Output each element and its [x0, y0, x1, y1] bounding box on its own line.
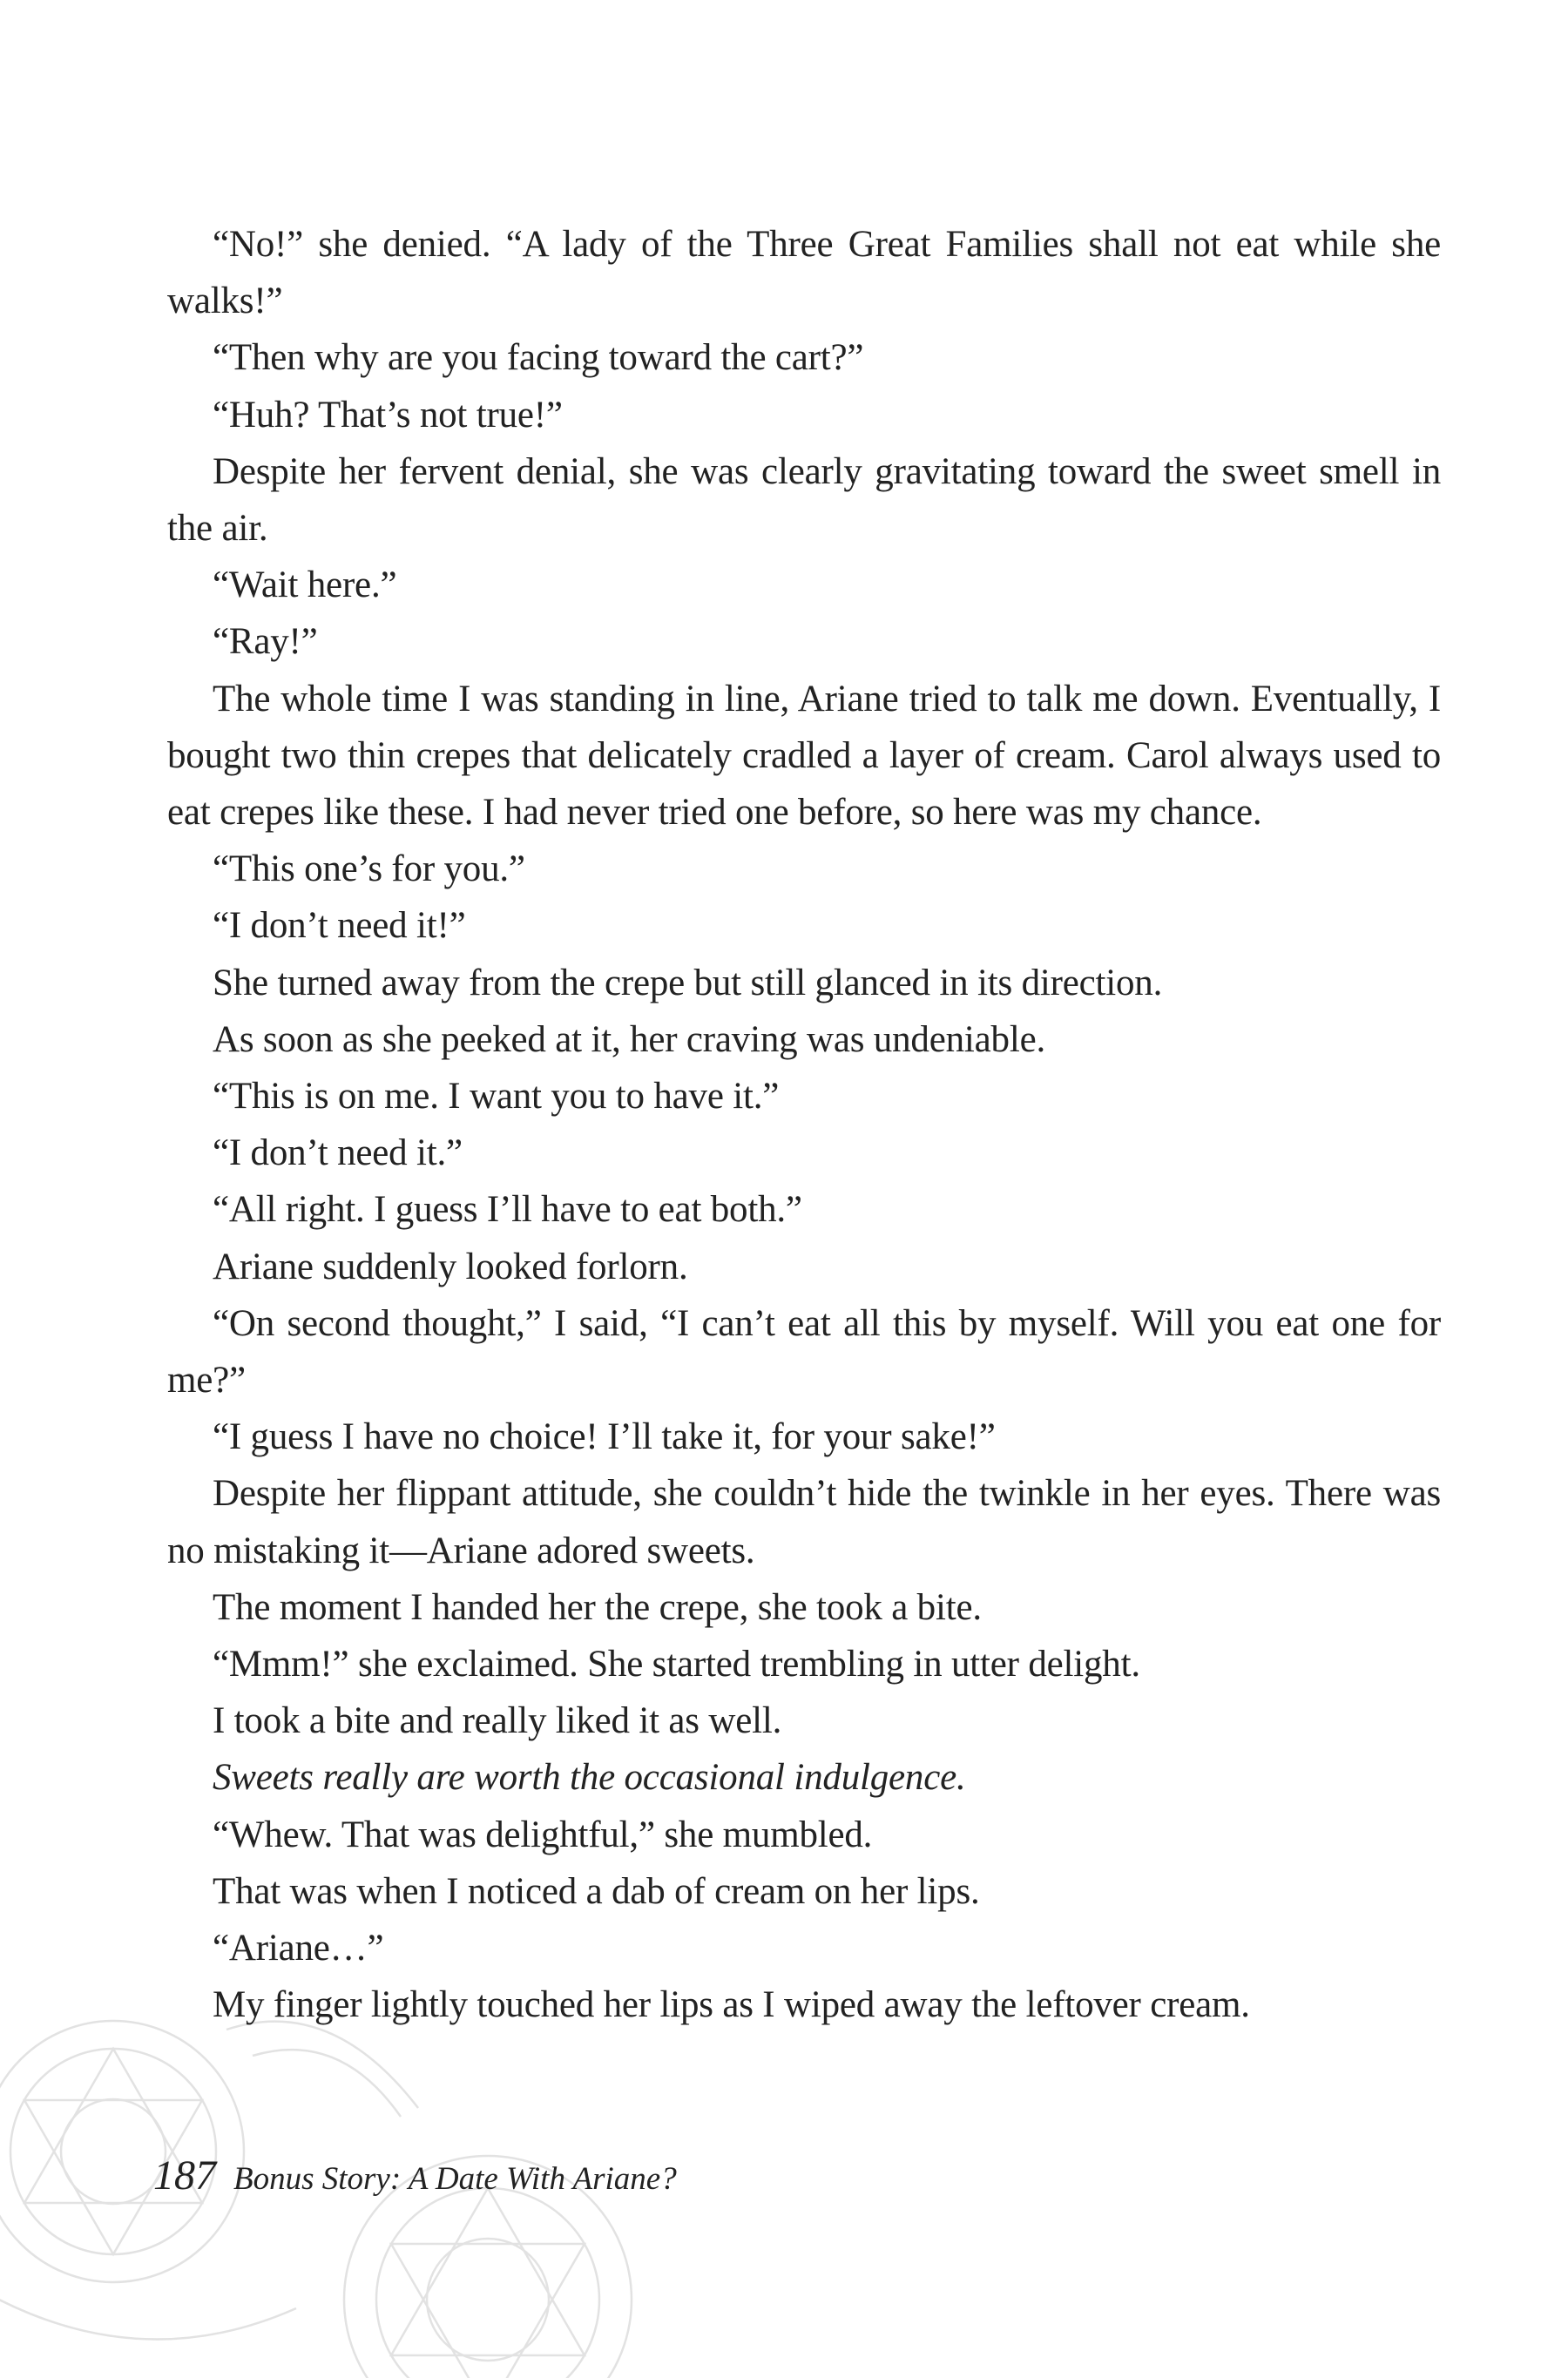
paragraph: “Mmm!” she exclaimed. She started trembling in utter delight.: [213, 1644, 1140, 1686]
paragraph: “Then why are you facing toward the cart?”: [213, 337, 864, 379]
page-footer: [153, 2152, 677, 2199]
paragraph: Despite her fervent denial, she was clearly gravitating toward the sweet smell in the air.: [167, 450, 1441, 550]
paragraph: As soon as she peeked at it, her craving was undeniable.: [213, 1018, 1046, 1060]
paragraph: “Wait here.”: [213, 564, 397, 606]
paragraph: Ariane suddenly looked forlorn.: [213, 1246, 688, 1287]
paragraph: She turned away from the crepe but still glanced in its direction.: [213, 962, 1163, 1003]
paragraph: The whole time I was standing in line, Ariane tried to talk me down. Eventually, I bought two thin crepes that delicately cradled a layer of cream. Carol always used to eat crepes like these. I had never tried one before, so here was my chance.: [167, 678, 1441, 834]
paragraph: I took a bite and really liked it as well.: [213, 1700, 782, 1742]
paragraph: “Ariane…”: [213, 1928, 384, 1969]
paragraph: The moment I handed her the crepe, she took a bite.: [213, 1586, 982, 1628]
paragraph: “I don’t need it!”: [213, 905, 466, 947]
paragraph: “No!” she denied. “A lady of the Three Great Families shall not eat while she walks!”: [167, 224, 1441, 322]
paragraph: My finger lightly touched her lips as I wiped away the leftover cream.: [213, 1984, 1250, 2026]
running-title: Bonus Story: A Date With Ariane?: [233, 2161, 677, 2197]
paragraph: “On second thought,” I said, “I can’t eat all this by myself. Will you eat one for me?”: [167, 1302, 1441, 1402]
paragraph: “Whew. That was delightful,” she mumbled.: [213, 1814, 873, 1855]
paragraph: “Huh? That’s not true!”: [213, 394, 563, 436]
paragraph: “All right. I guess I’ll have to eat both.”: [213, 1189, 802, 1231]
paragraph: “Ray!”: [213, 621, 318, 663]
paragraph: Sweets really are worth the occasional indulgence.: [213, 1757, 966, 1799]
body-text: [167, 216, 1441, 2034]
paragraph: That was when I noticed a dab of cream on her lips.: [213, 1870, 980, 1912]
paragraph: “This is on me. I want you to have it.”: [213, 1076, 780, 1118]
paragraph: “I don’t need it.”: [213, 1132, 463, 1174]
paragraph: “I guess I have no choice! I’ll take it, for your sake!”: [213, 1416, 996, 1458]
page-number: 187: [153, 2152, 216, 2199]
paragraph: “This one’s for you.”: [213, 848, 525, 890]
paragraph: Despite her flippant attitude, she couldn’t hide the twinkle in her eyes. There was no mistaking it—Ariane adored sweets.: [167, 1473, 1441, 1571]
